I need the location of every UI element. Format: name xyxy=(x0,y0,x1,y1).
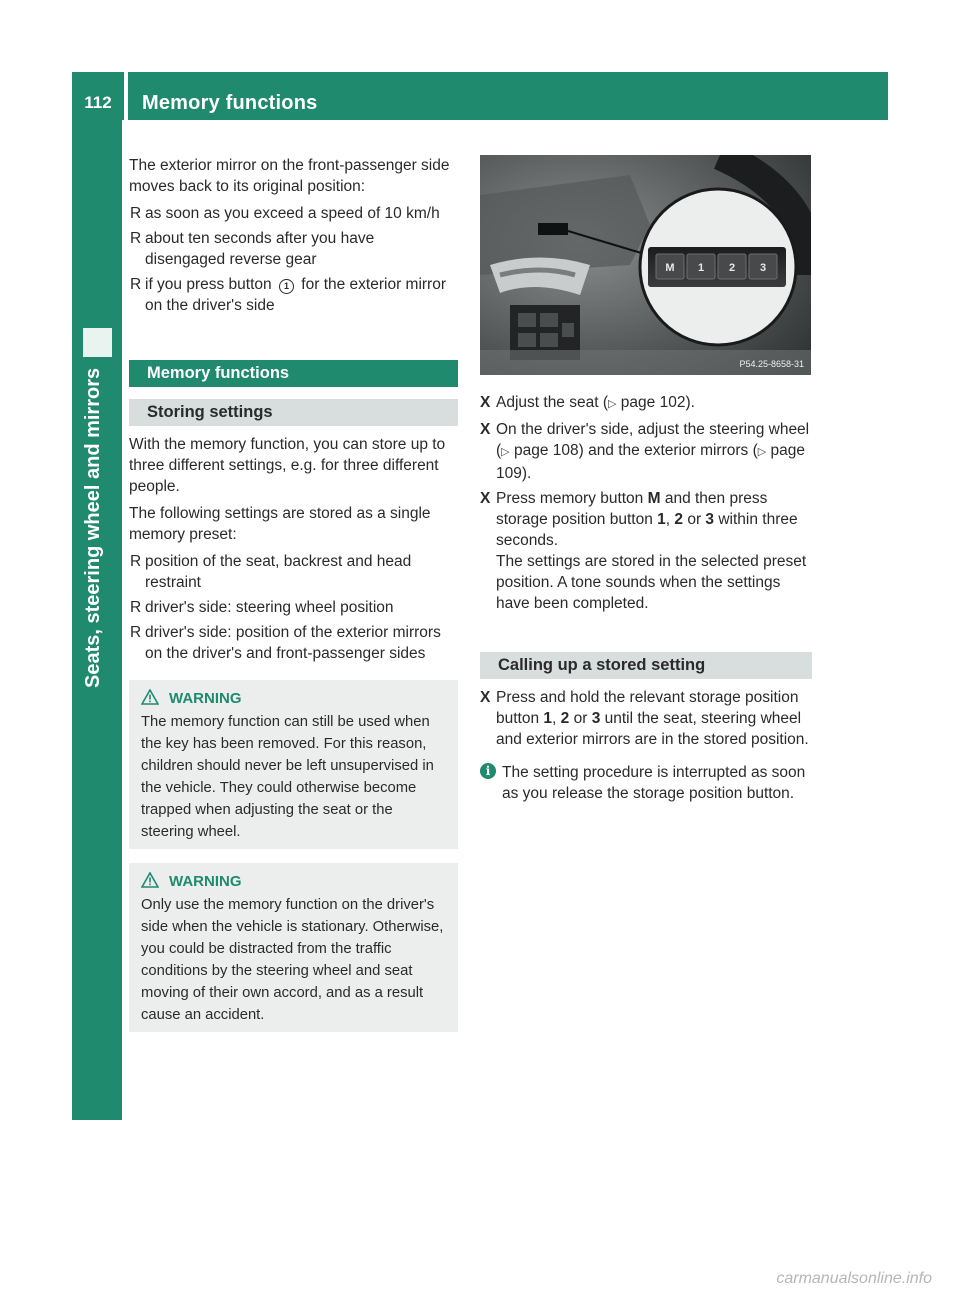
subsection-title-storing-settings: Storing settings xyxy=(129,399,458,426)
right-column xyxy=(480,392,812,804)
list-item: R about ten seconds after you have disengaged reverse gear xyxy=(130,230,375,268)
bullet-icon: R xyxy=(130,230,142,247)
memory-button-m-label: M xyxy=(665,262,675,274)
page-number: 112 xyxy=(84,93,112,112)
intro-text: The exterior mirror on the front-passenger side moves back to its original position: xyxy=(129,157,450,195)
memory-button-1-label: 1 xyxy=(697,262,705,274)
left-column xyxy=(129,155,458,1032)
page-header xyxy=(72,72,888,120)
warning-triangle-icon xyxy=(141,872,159,888)
step-arrow-icon: X xyxy=(480,490,491,507)
warning-text: The memory function can still be used when the key has been removed. For this reason, children should never be left unsupervised in the vehicle. They could otherwise become trapped when adjusting the seat or the steering wheel. xyxy=(141,714,434,840)
memory-buttons-photo xyxy=(480,155,811,375)
list-item: R position of the seat, backrest and head restraint xyxy=(130,553,412,591)
list-item: R driver's side: steering wheel position xyxy=(130,599,394,616)
chapter-label: Seats, steering wheel and mirrors xyxy=(82,368,104,689)
image-code: P54.25-8658-31 xyxy=(739,359,804,369)
page-ref-arrow-icon: ▷ xyxy=(608,398,617,410)
bullet-icon: R xyxy=(130,553,142,570)
instruction-step: X Press memory button M and then press storage position button 1, 2 or 3 within three seconds. The settings are stored in the selected preset position. A tone sounds when the settings have been completed. xyxy=(480,490,807,612)
warning-heading: WARNING xyxy=(141,688,448,710)
warning-text: Only use the memory function on the driver's side when the vehicle is stationary. Otherwise, you could be distracted from the traffic conditions by the steering wheel and seat moving of their own accord, and as a result cause an accident. xyxy=(141,897,444,1023)
memory-button-3-label: 3 xyxy=(759,262,767,274)
paragraph: The following settings are stored as a single memory preset: xyxy=(129,505,431,543)
warning-heading: WARNING xyxy=(141,871,448,893)
warning-triangle-icon xyxy=(141,689,159,705)
warning-box xyxy=(129,680,458,849)
chapter-marker xyxy=(83,328,112,357)
step-arrow-icon: X xyxy=(480,394,491,411)
section-title-memory-functions: Memory functions xyxy=(129,360,458,387)
page-title: Memory functions xyxy=(142,92,318,114)
warning-box xyxy=(129,863,458,1032)
bullet-icon: R xyxy=(130,599,142,616)
bullet-icon: R xyxy=(130,624,142,641)
list-item: R as soon as you exceed a speed of 10 km/h xyxy=(130,205,440,222)
bullet-icon: R xyxy=(130,205,142,222)
page-ref-arrow-icon: ▷ xyxy=(757,446,767,458)
list-item: R driver's side: position of the exterior mirrors on the driver's and front-passenger sides xyxy=(130,624,441,662)
instruction-step: X Adjust the seat (▷ page 102). xyxy=(480,394,695,411)
memory-button-2-label: 2 xyxy=(728,262,736,274)
button-1-callout-icon: 1 xyxy=(279,279,294,294)
subsection-title-calling-up: Calling up a stored setting xyxy=(480,652,812,679)
header-divider xyxy=(124,72,128,120)
info-icon: i xyxy=(480,763,496,779)
instruction-step: X On the driver's side, adjust the steering wheel (▷ page 108) and the exterior mirrors (▷ page 109). xyxy=(480,421,810,482)
step-arrow-icon: X xyxy=(480,421,491,438)
chapter-side-tab xyxy=(72,120,122,1120)
list-item: R if you press button 1 for the exterior mirror on the driver's side xyxy=(130,276,446,314)
door-panel-illustration xyxy=(480,155,811,375)
page-ref-arrow-icon: ▷ xyxy=(501,446,510,458)
info-note: i The setting procedure is interrupted as soon as you release the storage position button. xyxy=(480,762,812,804)
step-arrow-icon: X xyxy=(480,689,491,706)
paragraph: With the memory function, you can store up to three different settings, e.g. for three different people. xyxy=(129,436,446,495)
instruction-step: X Press and hold the relevant storage position button 1, 2 or 3 until the seat, steering wheel and exterior mirrors are in the stored position. xyxy=(480,689,809,748)
watermark: carmanualsonline.info xyxy=(776,1270,932,1287)
step-result: The settings are stored in the selected preset position. A tone sounds when the settings have been completed. xyxy=(496,553,807,612)
bullet-icon: R xyxy=(130,276,142,293)
